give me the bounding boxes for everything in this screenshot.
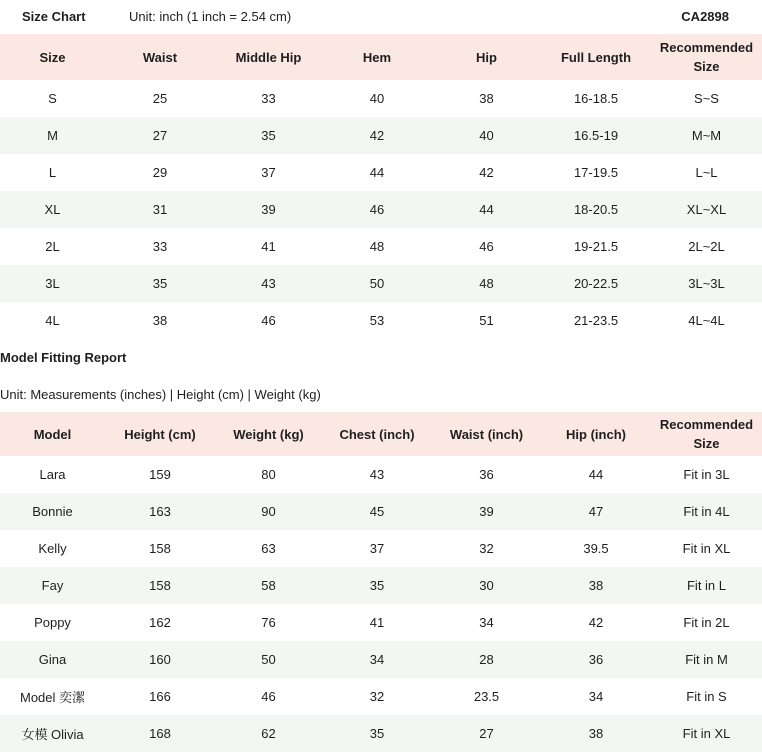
- table-cell: 43: [215, 265, 322, 302]
- table-cell: M~M: [651, 117, 762, 154]
- table-cell: 37: [369, 541, 385, 556]
- table-cell: XL~XL: [651, 191, 762, 228]
- table-cell: Fit in XL: [651, 715, 762, 752]
- column-header: Hip: [432, 34, 541, 80]
- table-cell: 32: [479, 541, 494, 556]
- table-cell: 42: [588, 615, 604, 630]
- table-row: [0, 228, 762, 265]
- column-header: Full Length: [541, 34, 651, 80]
- table-cell: 38: [541, 715, 651, 752]
- table-cell: 46: [261, 689, 276, 704]
- table-cell: 2L: [45, 239, 60, 254]
- table-cell: 44: [369, 165, 385, 180]
- table-row: [0, 302, 762, 339]
- table-cell: 41: [369, 615, 385, 630]
- table-row: [0, 567, 762, 604]
- size-chart-unit-note: Unit: inch (1 inch = 2.54 cm): [129, 9, 292, 24]
- column-header: Hip (inch): [541, 412, 651, 456]
- table-cell: 女模 Olivia: [0, 715, 105, 752]
- table-cell: 36: [479, 467, 494, 482]
- fitting-report-title: Model Fitting Report: [0, 350, 127, 365]
- table-cell: 16.5-19: [541, 117, 651, 154]
- table-cell: 33: [261, 91, 276, 106]
- column-header: Chest (inch): [322, 412, 432, 456]
- table-cell: L: [48, 165, 57, 180]
- table-row: [0, 715, 762, 752]
- fitting-report-header-row: [0, 412, 762, 456]
- table-cell: S~S: [694, 91, 719, 106]
- table-cell: Kelly: [38, 541, 67, 556]
- table-cell: 46: [261, 313, 276, 328]
- table-cell: 23.5: [473, 689, 500, 704]
- table-cell: 41: [261, 239, 276, 254]
- table-cell: 53: [369, 313, 385, 328]
- table-cell: 45: [322, 493, 432, 530]
- table-cell: 34: [322, 641, 432, 678]
- column-header: Waist (inch): [432, 412, 541, 456]
- column-header: Hem: [322, 34, 432, 80]
- table-cell: 39.5: [583, 541, 609, 556]
- table-cell: 40: [432, 117, 541, 154]
- table-cell: Gina: [0, 641, 105, 678]
- table-cell: L~L: [695, 165, 718, 180]
- table-cell: 168: [105, 715, 215, 752]
- table-cell: Model 奕潔: [19, 690, 86, 705]
- column-header: Height (cm): [105, 412, 215, 456]
- table-cell: 58: [215, 567, 322, 604]
- column-header: Recommended Size: [651, 412, 762, 456]
- table-cell: Fit in M: [651, 641, 762, 678]
- table-cell: 162: [149, 615, 171, 630]
- table-cell: 3L~3L: [651, 265, 762, 302]
- table-cell: 32: [369, 689, 385, 704]
- table-cell: Fit in 3L: [683, 467, 730, 482]
- table-cell: 38: [541, 567, 651, 604]
- table-row: [0, 191, 762, 228]
- table-cell: 46: [479, 239, 494, 254]
- table-cell: 39: [215, 191, 322, 228]
- table-cell: Fit in XL: [682, 541, 731, 556]
- fitting-report-table: [0, 412, 762, 752]
- table-cell: 51: [479, 313, 494, 328]
- table-cell: Fay: [0, 567, 105, 604]
- table-cell: 160: [105, 641, 215, 678]
- table-row: [0, 530, 762, 567]
- table-cell: 28: [432, 641, 541, 678]
- table-cell: M: [0, 117, 105, 154]
- table-cell: 31: [105, 191, 215, 228]
- table-cell: 43: [369, 467, 385, 482]
- table-cell: 16-18.5: [573, 91, 619, 106]
- table-cell: 158: [105, 567, 215, 604]
- size-chart-title: Size Chart: [22, 9, 86, 24]
- column-header: Weight (kg): [215, 412, 322, 456]
- table-cell: 37: [261, 165, 276, 180]
- table-cell: 163: [105, 493, 215, 530]
- table-row: [0, 456, 762, 493]
- table-row: [0, 80, 762, 117]
- column-header: Model: [0, 412, 105, 456]
- table-cell: 2L~2L: [688, 239, 725, 254]
- table-cell: 35: [105, 265, 215, 302]
- table-row: [0, 493, 762, 530]
- table-cell: 62: [215, 715, 322, 752]
- table-cell: 30: [432, 567, 541, 604]
- column-header: Size: [0, 34, 105, 80]
- table-cell: 50: [322, 265, 432, 302]
- table-cell: 38: [152, 313, 168, 328]
- table-cell: 35: [322, 567, 432, 604]
- table-cell: 44: [432, 191, 541, 228]
- table-cell: 34: [588, 689, 604, 704]
- table-cell: Bonnie: [0, 493, 105, 530]
- table-cell: Lara: [39, 467, 66, 482]
- table-row: [0, 604, 762, 641]
- table-cell: 36: [541, 641, 651, 678]
- table-cell: 48: [432, 265, 541, 302]
- table-row: [0, 641, 762, 678]
- table-row: [0, 678, 762, 715]
- table-row: [0, 154, 762, 191]
- size-chart-header-row: [0, 34, 762, 80]
- table-cell: 18-20.5: [541, 191, 651, 228]
- column-header: Waist: [105, 34, 215, 80]
- table-cell: 80: [261, 467, 276, 482]
- table-cell: 21-23.5: [573, 313, 619, 328]
- table-cell: 50: [215, 641, 322, 678]
- table-cell: 46: [322, 191, 432, 228]
- table-cell: 158: [149, 541, 171, 556]
- table-cell: 34: [479, 615, 494, 630]
- table-cell: 17-19.5: [573, 165, 619, 180]
- table-cell: 76: [261, 615, 276, 630]
- table-cell: 20-22.5: [541, 265, 651, 302]
- table-cell: 4L~4L: [688, 313, 725, 328]
- fitting-report-unit-note: Unit: Measurements (inches) | Height (cm) | Weight (kg): [0, 387, 321, 402]
- table-cell: 25: [152, 91, 168, 106]
- table-cell: 159: [149, 467, 171, 482]
- table-cell: 35: [322, 715, 432, 752]
- table-cell: 48: [369, 239, 385, 254]
- table-cell: 47: [541, 493, 651, 530]
- table-cell: 90: [215, 493, 322, 530]
- table-cell: 35: [215, 117, 322, 154]
- table-cell: 27: [105, 117, 215, 154]
- table-cell: 29: [152, 165, 168, 180]
- product-code: CA2898: [681, 9, 729, 24]
- size-chart-body: [0, 80, 762, 339]
- table-cell: 33: [152, 239, 168, 254]
- table-cell: Fit in 2L: [683, 615, 730, 630]
- size-chart-table: [0, 34, 762, 339]
- table-cell: 38: [479, 91, 494, 106]
- table-cell: Fit in L: [651, 567, 762, 604]
- table-cell: Fit in 4L: [651, 493, 762, 530]
- size-chart-header: [0, 0, 762, 34]
- table-cell: 166: [149, 689, 171, 704]
- column-header: Recommended Size: [651, 34, 762, 80]
- table-row: [0, 265, 762, 302]
- table-cell: 3L: [0, 265, 105, 302]
- table-cell: 40: [369, 91, 385, 106]
- table-cell: 19-21.5: [573, 239, 619, 254]
- table-cell: 42: [479, 165, 494, 180]
- table-cell: XL: [0, 191, 105, 228]
- table-row: [0, 117, 762, 154]
- table-cell: 44: [588, 467, 604, 482]
- column-header: Middle Hip: [215, 34, 322, 80]
- fitting-report-body: [0, 456, 762, 752]
- table-cell: 63: [261, 541, 276, 556]
- table-cell: S: [48, 91, 57, 106]
- table-cell: Poppy: [34, 615, 71, 630]
- table-cell: 27: [432, 715, 541, 752]
- table-cell: Fit in S: [686, 689, 727, 704]
- table-cell: 4L: [45, 313, 60, 328]
- table-cell: 42: [322, 117, 432, 154]
- table-cell: 39: [432, 493, 541, 530]
